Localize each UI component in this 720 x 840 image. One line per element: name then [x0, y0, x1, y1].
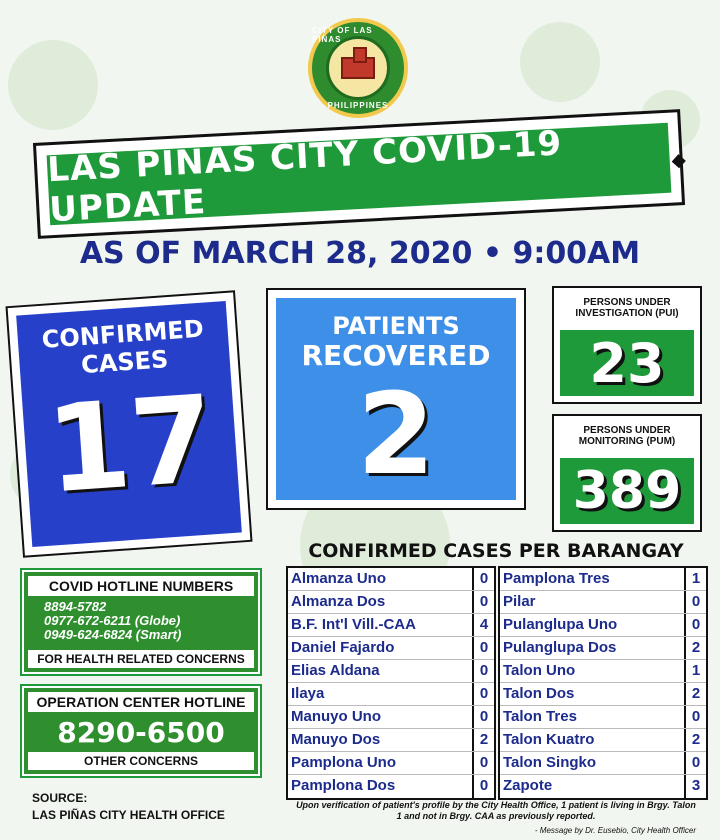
- patients-recovered-card: [266, 288, 526, 510]
- barangay-name: Almanza Uno: [291, 570, 387, 587]
- table-row: [288, 683, 494, 706]
- barangay-name: Elias Aldana: [291, 662, 380, 679]
- barangay-count: 2: [684, 683, 706, 705]
- table-row: [288, 729, 494, 752]
- covid-hotline-title: COVID HOTLINE NUMBERS: [28, 576, 254, 596]
- operation-center-footer: OTHER CONCERNS: [28, 752, 254, 770]
- barangay-name: Almanza Dos: [291, 593, 386, 610]
- title-banner-fill: [46, 123, 672, 231]
- barangay-name: B.F. Int'l Vill.-CAA: [291, 616, 416, 633]
- table-row: [500, 706, 706, 729]
- barangay-count: 2: [472, 729, 494, 751]
- patients-recovered-fill: [276, 298, 516, 500]
- background-virus-decoration: [520, 22, 600, 102]
- source-block: [32, 790, 225, 824]
- barangay-name: Manuyo Dos: [291, 731, 381, 748]
- table-row: [288, 706, 494, 729]
- barangay-name: Talon Uno: [503, 662, 576, 679]
- barangay-name: Pamplona Tres: [503, 570, 610, 587]
- operation-center-title: OPERATION CENTER HOTLINE: [28, 692, 254, 712]
- hotline-number[interactable]: 0949-624-6824 (Smart): [44, 627, 182, 642]
- recovered-label-2: RECOVERED: [301, 339, 491, 372]
- source-value: LAS PIÑAS CITY HEALTH OFFICE: [32, 808, 225, 822]
- banner-corner-diamond: [672, 154, 686, 168]
- barangay-count: 0: [472, 706, 494, 728]
- table-row: [288, 752, 494, 775]
- pum-heading: [554, 416, 700, 456]
- table-row: [500, 729, 706, 752]
- barangay-name: Pulanglupa Uno: [503, 616, 618, 633]
- barangay-count: 4: [472, 614, 494, 636]
- pui-value: 23: [589, 331, 665, 395]
- barangay-table-left: [286, 566, 496, 800]
- barangay-count: 0: [472, 752, 494, 774]
- barangay-count: 0: [472, 637, 494, 659]
- barangay-count: 0: [684, 591, 706, 613]
- barangay-count: 0: [684, 752, 706, 774]
- table-row: [500, 637, 706, 660]
- barangay-count: 0: [472, 591, 494, 613]
- barangay-name: Ilaya: [291, 685, 325, 702]
- table-row: [288, 775, 494, 798]
- recovered-label-1: PATIENTS: [332, 312, 460, 340]
- barangay-count: 2: [684, 729, 706, 751]
- seal-center: [326, 36, 390, 100]
- city-hall-icon: [341, 57, 375, 79]
- barangay-count: 1: [684, 660, 706, 682]
- table-row: [500, 614, 706, 637]
- hotline-number[interactable]: 8894-5782: [44, 599, 107, 614]
- pum-label-2: MONITORING (PUM): [578, 436, 676, 447]
- table-row: [500, 683, 706, 706]
- city-seal-logo: [308, 18, 408, 118]
- pum-value-box: [560, 458, 694, 524]
- barangay-name: Zapote: [503, 777, 553, 794]
- covid-hotline-footer: FOR HEALTH RELATED CONCERNS: [28, 650, 254, 668]
- confirmed-value: 17: [42, 370, 219, 521]
- barangay-name: Daniel Fajardo: [291, 639, 395, 656]
- pui-card: [552, 286, 702, 404]
- confirmed-label-2: CASES: [80, 345, 170, 380]
- recovered-value: 2: [357, 370, 435, 500]
- seal-bottom-text: PHILIPPINES: [327, 101, 389, 110]
- barangay-count: 1: [684, 568, 706, 590]
- table-row: [500, 752, 706, 775]
- barangay-name: Talon Dos: [503, 685, 575, 702]
- barangay-count: 3: [684, 775, 706, 798]
- barangay-count: 0: [472, 775, 494, 798]
- covid-hotline-box: [22, 570, 260, 674]
- barangay-name: Pamplona Dos: [291, 777, 396, 794]
- table-row: [288, 568, 494, 591]
- pui-label-1: PERSONS UNDER: [583, 297, 671, 308]
- pui-label-2: INVESTIGATION (PUI): [575, 308, 679, 319]
- pui-heading: [554, 288, 700, 328]
- source-label: SOURCE:: [32, 791, 88, 805]
- table-row: [288, 660, 494, 683]
- verification-note: Upon verification of patient's profile by the City Health Office, 1 patient is living in Brgy. Talon 1 and not in Brgy. CAA as previously reported.: [296, 800, 696, 821]
- barangay-count: 2: [684, 637, 706, 659]
- table-row: [500, 568, 706, 591]
- table-row: [500, 775, 706, 798]
- pum-card: [552, 414, 702, 532]
- confirmed-cases-fill: [16, 301, 242, 547]
- operation-center-number[interactable]: 8290-6500: [57, 716, 225, 749]
- barangay-count: 0: [472, 683, 494, 705]
- page-title: LAS PIÑAS CITY COVID-19 UPDATE: [46, 123, 564, 231]
- pui-value-box: [560, 330, 694, 396]
- table-row: [288, 591, 494, 614]
- hotline-number[interactable]: 0977-672-6211 (Globe): [44, 613, 181, 628]
- barangay-name: Pilar: [503, 593, 536, 610]
- barangay-name: Talon Singko: [503, 754, 597, 771]
- confirmed-cases-card: [5, 290, 252, 557]
- table-row: [288, 637, 494, 660]
- barangay-name: Talon Kuatro: [503, 731, 595, 748]
- table-row: [288, 614, 494, 637]
- barangay-count: 0: [472, 660, 494, 682]
- barangay-table-right: [498, 566, 708, 800]
- pum-value: 389: [572, 461, 682, 521]
- pum-label-1: PERSONS UNDER: [583, 425, 671, 436]
- barangay-name: Pulanglupa Dos: [503, 639, 617, 656]
- confirmed-label-1: CONFIRMED: [40, 314, 205, 354]
- date-line: AS OF MARCH 28, 2020 • 9:00AM: [79, 236, 641, 271]
- barangay-count: 0: [684, 706, 706, 728]
- table-row: [500, 660, 706, 683]
- table-row: [500, 591, 706, 614]
- barangay-name: Pamplona Uno: [291, 754, 397, 771]
- barangay-count: 0: [472, 568, 494, 590]
- barangay-count: 0: [684, 614, 706, 636]
- operation-center-box: [22, 686, 260, 776]
- barangay-name: Talon Tres: [503, 708, 577, 725]
- barangay-name: Manuyo Uno: [291, 708, 381, 725]
- signature: - Message by Dr. Eusebio, City Health Officer: [534, 826, 696, 835]
- title-banner: [33, 109, 685, 239]
- background-virus-decoration: [8, 40, 98, 130]
- seal-top-text: CITY OF LAS PIÑAS: [312, 26, 373, 44]
- barangay-section-title: CONFIRMED CASES PER BARANGAY: [308, 540, 684, 562]
